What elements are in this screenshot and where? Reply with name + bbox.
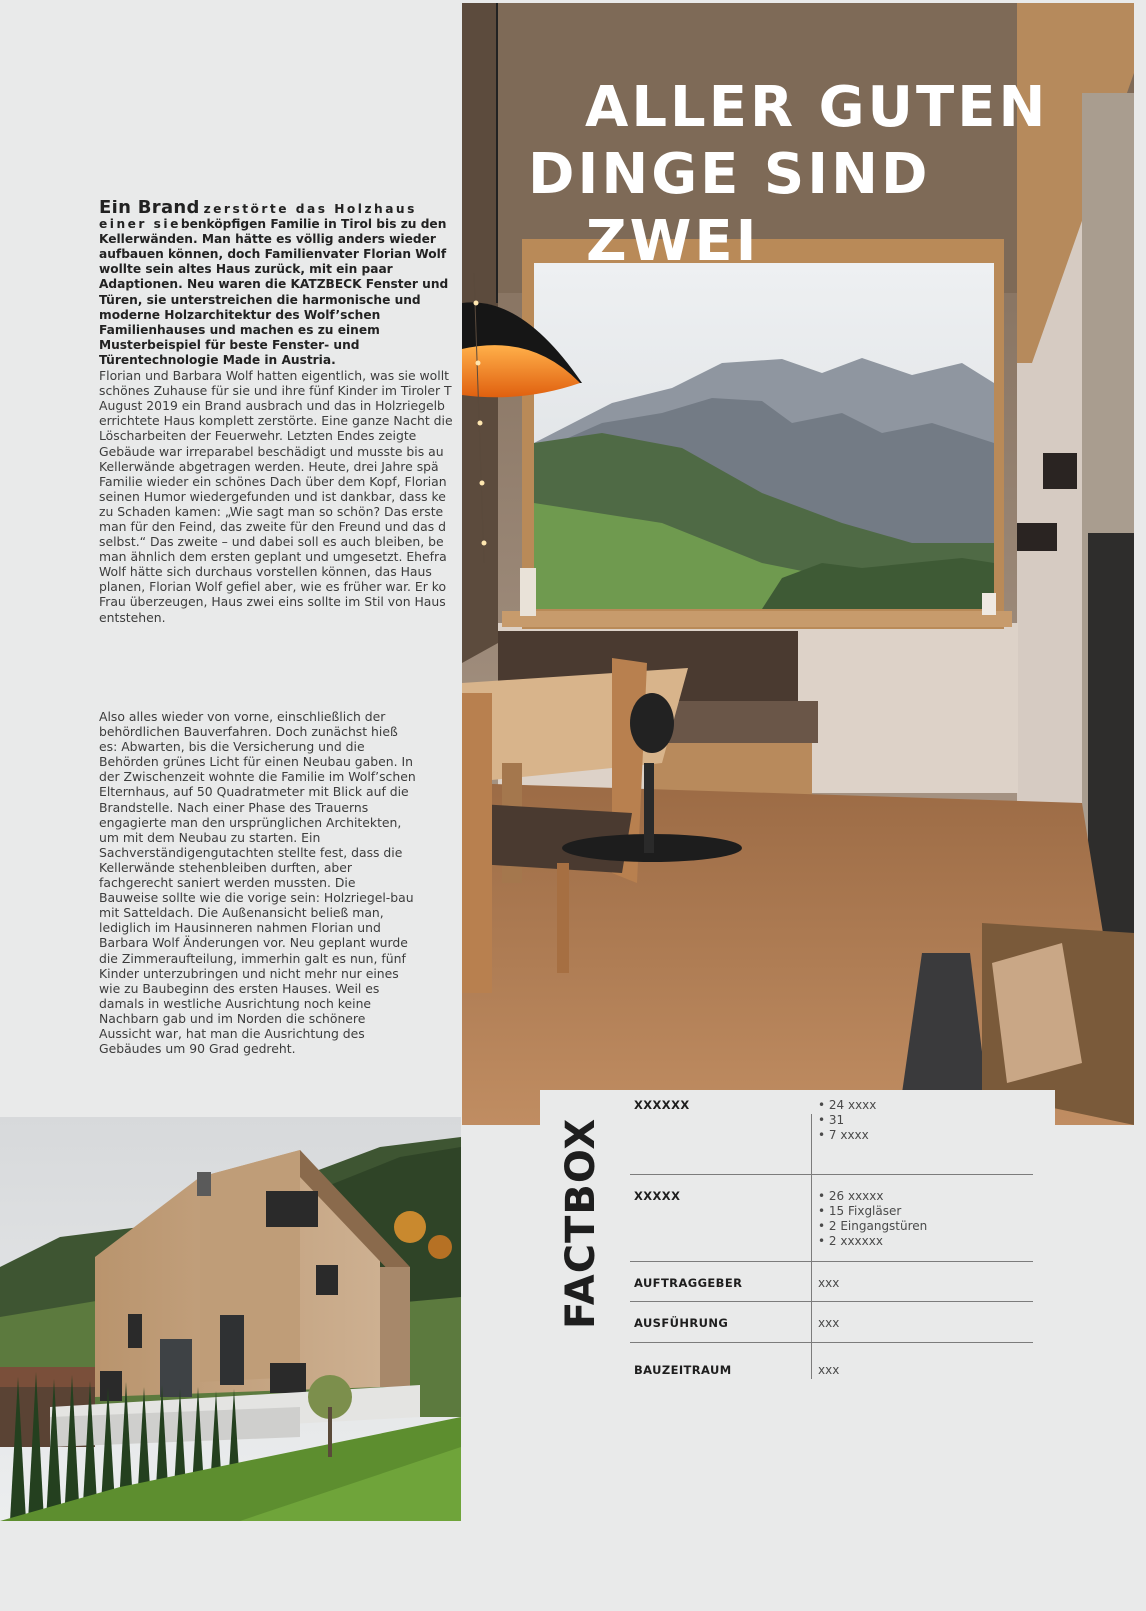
factbox-value: xxx <box>818 1316 840 1330</box>
body-text-2: Also alles wieder von vorne, einschließlich der behördlichen Bauverfahren. Doch zunächst hieß es: Abwarten, bis die Versicherung und die Behörden grünes Licht für einen Neubau gaben. In der Zwischenzeit wohnte die Familie im Wolf’schen Elternhaus, auf 50 Quadratmeter mit Blick auf die Brandstelle. Nach einer Phase des Trauerns engagierte man den ursprünglichen Architekten, um mit dem Neubau zu starten. Ein Sachverständigengutachten stellte fest, dass die Kellerwände stehenbleiben durften, aber fachgerecht saniert werden mussten. Die Bauweise sollte wie die vorige sein: Holzriegel-bau mit Satteldach. Die Außenansicht beließ man, lediglich im Hausinneren nahmen Florian und Barbara Wolf Änderungen vor. Neu geplant wurde die Zimmeraufteilung, immerhin galt es nun, fünf Kinder unterzubringen und nicht mehr nur eines wie zu Baubeginn des ersten Hauses. Weil es damals in westliche Ausrichtung noch keine Nachbarn gab und im Norden die schönere Aussicht war, hat man die Ausrichtung des Gebäudes um 90 Grad gedreht. <box>99 709 416 1057</box>
factbox <box>540 1090 1055 1390</box>
exterior-illustration <box>0 1117 461 1521</box>
factbox-row <box>630 1343 1033 1388</box>
headline-line-1: ALLER GUTEN <box>585 75 1049 140</box>
factbox-row <box>630 1262 1033 1302</box>
factbox-row-label: XXXXXX <box>634 1098 690 1112</box>
factbox-row-values <box>818 1363 839 1378</box>
factbox-column-divider <box>811 1114 812 1379</box>
factbox-row-label: AUSFÜHRUNG <box>634 1316 729 1330</box>
factbox-value: • 2 Eingangstüren <box>818 1219 928 1233</box>
headline-line-2: DINGE SIND <box>528 142 931 207</box>
factbox-row-values <box>818 1316 839 1331</box>
factbox-value: xxx <box>818 1363 840 1377</box>
factbox-row-values <box>818 1189 927 1249</box>
exterior-house-photo <box>0 1117 461 1521</box>
factbox-row <box>630 1090 1033 1175</box>
intro-body: Florian und Barbara Wolf hatten eigentlich, was sie wollt schönes Zuhause für sie und ihre fünf Kinder im Tiroler T August 2019 ein Brand ausbrach und das in Holzriegelb errichtete Haus komplett zerstörte. Eine ganze Nacht die Löscharbeiten der Feuerwehr. Letzten Endes zeigte Gebäude war irreparabel beschädigt und musste bis au Kellerwände abgetragen werden. Heute, drei Jahre spä Familie wieder ein schönes Dach über dem Kopf, Florian seinen Humor wiedergefunden und ist dankbar, dass ke zu Schaden kamen: „Wie sagt man so schön? Das erste man für den Feind, das zweite für den Freund und das d selbst.“ Das zweite – und dabei soll es auch bleiben, be man ähnlich dem ersten geplant und umgesetzt. Ehefra Wolf hätte sich durchaus vorstellen können, das Haus planen, Florian Wolf gefiel aber, wie es früher war. Er ko Frau überzeugen, Haus zwei eins sollte im Stil von Haus entstehen. <box>99 368 453 625</box>
factbox-row-values <box>818 1276 839 1291</box>
factbox-row-values <box>818 1098 876 1143</box>
factbox-value: • 24 xxxx <box>818 1098 877 1112</box>
factbox-title: FACTBOX <box>558 1117 604 1329</box>
factbox-row <box>630 1175 1033 1262</box>
factbox-value: • 2 xxxxxx <box>818 1234 883 1248</box>
factbox-row-label: XXXXX <box>634 1189 681 1203</box>
factbox-value: • 31 <box>818 1113 845 1127</box>
intro-lead-spaced-1: zerstörte das Holzhaus <box>203 202 417 216</box>
factbox-value: • 7 xxxx <box>818 1128 869 1142</box>
intro-lead-spaced-2: einer sie <box>99 217 181 232</box>
headline-line-3: ZWEI <box>586 209 760 274</box>
intro-lead-rest: benköpfigen Familie in Tirol bis zu den Kellerwänden. Man hätte es völlig anders wieder aufbauen können, doch Familienvater Florian Wolf wollte sein altes Haus zurück, mit ein paar Adaptionen. Neu waren die KATZBECK Fenster und Türen, sie unterstreichen die harmonische und moderne Holzarchitektur des Wolf’schen Familienhauses und machen es zu einem Musterbeispiel für beste Fenster- und Türentechnologie Made in Austria. <box>99 217 449 367</box>
factbox-value: xxx <box>818 1276 840 1290</box>
factbox-row-label: BAUZEITRAUM <box>634 1363 732 1377</box>
factbox-row-label: AUFTRAGGEBER <box>634 1276 743 1290</box>
factbox-value: • 26 xxxxx <box>818 1189 884 1203</box>
intro-lead-big: Ein Brand <box>99 200 200 218</box>
factbox-row <box>630 1302 1033 1343</box>
hero-interior-photo <box>462 3 1134 1125</box>
intro-text <box>99 200 463 640</box>
factbox-value: • 15 Fixgläser <box>818 1204 902 1218</box>
